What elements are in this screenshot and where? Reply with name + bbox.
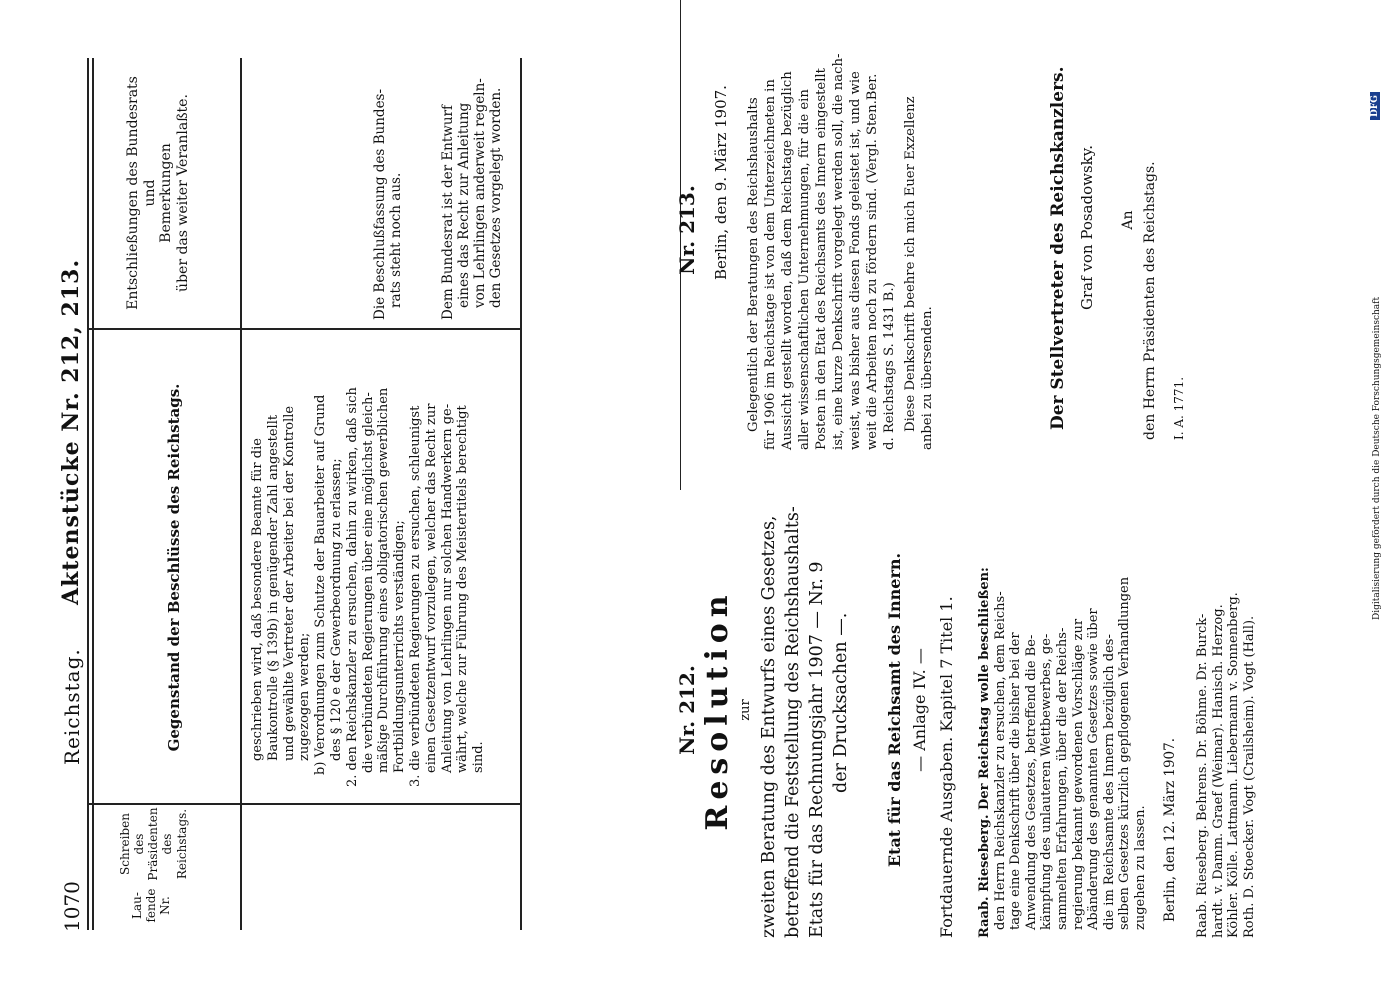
body-line: Posten in den Etat des Reichsamts des Innern eingestellt [814, 68, 829, 450]
body-line: die im Reichsamte des Innern bezüglich des- [1101, 634, 1117, 930]
col-header-entschliessungen: Entschließungen des Bundesrats und Bemerkungen über das weiter Veranlaßte. [125, 76, 191, 310]
subject-line: b) Verordnungen zum Schutze der Bauarbeiter auf Grund [313, 394, 329, 775]
subject-line: währt, welche zur Führung des Meistertitels berechtigt [455, 405, 471, 773]
header-row-rule [240, 58, 242, 930]
col-header-schreiben: Schreiben des Präsidenten des Reichstags. [118, 807, 189, 881]
footer-credit: Digitalisierung gefördert durch die Deutsche Forschungsgemeinschaft [1372, 296, 1382, 620]
nr212-signers [1195, 592, 1257, 938]
body-line: Gelegentlich der Beratungen des Reichshaushalts [746, 97, 761, 432]
remark-line: von Lehrlingen anderweit regeln- [472, 78, 488, 308]
nr213-ref: I. A. 1771. [1172, 376, 1186, 440]
col-header-gegenstand: Gegenstand der Beschlüsse des Reichstags. [165, 383, 183, 752]
remark-line: eines das Recht zur Anleitung [456, 102, 472, 308]
nr212-date: Berlin, den 12. März 1907. [1162, 737, 1178, 922]
nr212-anlage: — Anlage IV. — [910, 648, 929, 772]
signer-line: Raab. Rieseberg. Behrens. Dr. Böhme. Dr. Burck- [1195, 613, 1210, 938]
subject-block [250, 387, 487, 795]
nr212-etat: Etat für das Reichsamt des Innern. [885, 552, 904, 868]
nr212-body [977, 567, 1149, 938]
body-line: tage eine Denkschrift über die bisher bei der [1008, 632, 1024, 930]
signer-line: Roth. D. Stoecker. Vogt (Crailsheim). Vogt (Hall). [1241, 615, 1257, 938]
body-line: selben Gesetzes kürzlich gepflogenen Verhandlungen [1117, 576, 1133, 930]
nr213-an: An [1120, 210, 1136, 230]
subtitle-line: Etats für das Rechnungsjahr 1907 — Nr. 9 [807, 561, 827, 938]
remark-line: rats steht noch aus. [388, 172, 404, 308]
subject-line: 3. die verbündeten Regierungen zu ersuchen, schleunigst [407, 405, 423, 787]
subject-line: und gewählte Vertreter der Arbeiter bei der Kontrolle [281, 405, 297, 761]
body-line: anbei zu übersenden. [920, 306, 935, 450]
page-number: 1070 [60, 881, 84, 932]
subject-line: einen Gesetzentwurf vorzulegen, welcher das Recht zur [423, 403, 439, 773]
remark-line: den Gesetzes vorgelegt worden. [488, 87, 504, 308]
table-top-rule-2 [92, 58, 94, 930]
remark-line: Die Beschlußfassung des Bundes- [372, 88, 388, 320]
subject-line: Anleitung von Lehrlingen nur solchen Handwerkern ge- [439, 403, 455, 773]
body-line: für 1906 im Reichstage ist von dem Unterzeichneten in [763, 79, 778, 450]
header-left: Reichstag. [60, 648, 84, 765]
col-divider-1 [87, 804, 520, 806]
subject-line: zugezogen werden; [297, 632, 313, 761]
nr213-sign-title: Der Stellvertreter des Reichskanzlers. [1048, 66, 1068, 430]
subject-line: Baukontrolle (§ 139b) in genügender Zahl angestellt [265, 414, 281, 761]
body-line: den Herrn Reichskanzler zu ersuchen, dem Reichs- [992, 591, 1008, 930]
subject-line: sind. [471, 741, 487, 773]
body-line: Diese Denkschrift beehre ich mich Euer Exzellenz [903, 96, 918, 432]
table-top-rule [87, 58, 89, 930]
nr212-zur: zur [738, 699, 753, 721]
dfg-logo: DFG [1370, 92, 1380, 120]
subject-line: Fortbildungsunterrichts verständigen; [392, 520, 408, 773]
body-line: sammelten Erfahrungen, über die der Reichs- [1054, 627, 1070, 930]
nr213-recipient: den Herrn Präsidenten des Reichstags. [1142, 161, 1158, 440]
col-header-nr: Lau- fende Nr. [130, 888, 173, 923]
subtitle-line: zweiten Beratung des Entwurfs eines Gesetzes, [759, 515, 779, 938]
subtitle-line: betreffend die Feststellung des Reichshaushalts- [783, 506, 803, 938]
body-line: d. Reichstags S. 1431 B.) [882, 282, 897, 450]
signer-line: hardt. v. Damm. Graef (Weimar). Hanisch. Herzog. [1210, 604, 1226, 938]
nr213-sign-name: Graf von Posadowsky. [1078, 144, 1096, 310]
subtitle-line: der Drucksachen —. [831, 612, 851, 793]
body-line: Abänderung des genannten Gesetzes sowie über [1086, 608, 1102, 930]
body-line: aller wissenschaftlichen Unternehmungen, für die ein [797, 89, 812, 450]
body-line: ist, eine kurze Denkschrift vorgelegt werden soll, die nach- [831, 53, 846, 450]
body-line: Raab. Rieseberg. Der Reichstag wolle beschließen: [977, 567, 992, 938]
remark-1 [372, 89, 404, 320]
nr213-date: Berlin, den 9. März 1907. [712, 85, 730, 280]
nr212-subtitle [757, 506, 853, 938]
subject-line: geschrieben wird, daß besondere Beamte für die [250, 438, 265, 761]
header-title: Aktenstücke Nr. 212, 213. [58, 258, 84, 605]
col-divider-2 [87, 329, 520, 331]
body-line: Anwendung des Gesetzes, betreffend die Be- [1023, 634, 1039, 930]
nr212-number: Nr. 212. [675, 665, 699, 755]
body-line: Aussicht gestellt worden, daß dem Reichstage bezüglich [780, 71, 795, 450]
nr212-title: Resolution [700, 589, 735, 831]
body-line: kämpfung des unlauteren Wettbewerbes, ge- [1039, 633, 1055, 930]
body-line: weist, was bisher aus diesen Fonds geleistet ist, und wie [848, 71, 863, 450]
table-bottom-rule [520, 58, 522, 930]
subject-line: 2. den Reichskanzler zu ersuchen, dahin zu wirken, daß sich [344, 387, 360, 787]
remark-2 [440, 78, 504, 320]
body-line: weit die Arbeiten noch zu fördern sind. (Vergl. Sten.Ber. [865, 73, 880, 450]
nr213-number: Nr. 213. [675, 185, 699, 275]
body-line: zugehen zu lassen. [1132, 805, 1148, 930]
subject-line: des § 120 e der Gewerbeordnung zu erlassen; [328, 458, 344, 761]
subject-line: die verbündeten Regierungen über eine möglichst gleich- [360, 392, 376, 773]
subject-line: mäßige Durchführung eines obligatorischen gewerblichen [376, 387, 392, 773]
body-line: regierung bekannt gewordenen Vorschläge zur [1070, 618, 1086, 930]
nr213-body [745, 54, 936, 450]
nr212-fortdauernde: Fortdauernde Ausgaben. Kapitel 7 Titel 1. [937, 596, 956, 938]
signer-line: Köhler. Kölle. Lattmann. Liebermann v. Sonnenberg. [1226, 592, 1242, 938]
remark-line: Dem Bundesrat ist der Entwurf [440, 104, 456, 320]
